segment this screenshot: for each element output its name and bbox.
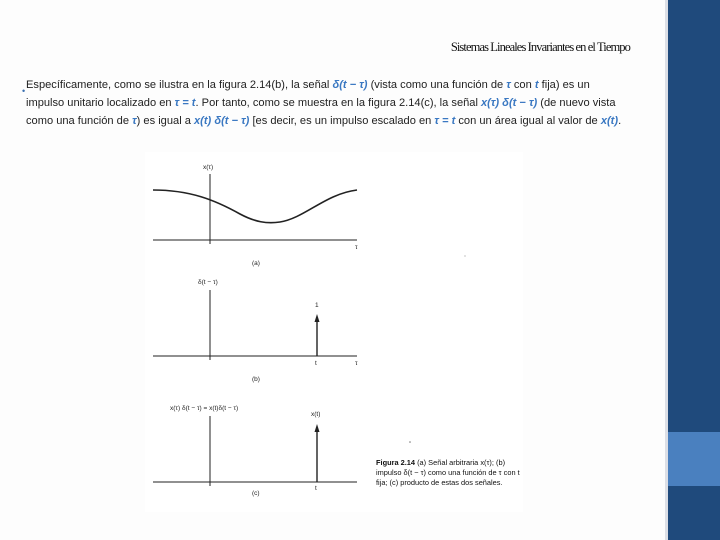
speck-mark bbox=[464, 255, 465, 256]
text-segment: Específicamente, como se ilustra en la figura 2.14(b), la señal bbox=[26, 79, 333, 91]
text-segment: . Por tanto, como se muestra en la figura 2.14(c), la señal bbox=[195, 97, 481, 109]
math-expression: τ = t bbox=[174, 97, 196, 109]
math-expression: τ bbox=[132, 115, 137, 127]
panel-c bbox=[153, 416, 357, 486]
bullet-icon: • bbox=[22, 86, 26, 96]
speck-mark bbox=[409, 441, 411, 443]
panel-a-x-label: τ bbox=[355, 244, 358, 251]
side-bar-bottom bbox=[668, 486, 720, 540]
math-expression: t bbox=[534, 79, 539, 91]
panel-b bbox=[153, 290, 357, 360]
text-segment: ) es igual a bbox=[136, 115, 194, 127]
panel-c-impulse-arrow bbox=[315, 424, 320, 432]
text-segment: [es decir, es un impulso escalado en bbox=[249, 115, 435, 127]
panel-a-tag: (a) bbox=[252, 260, 260, 267]
text-segment: . bbox=[618, 115, 622, 127]
panel-b-tag: (b) bbox=[252, 376, 260, 383]
figure-number: Figura 2.14 bbox=[376, 458, 416, 467]
panel-a-signal-curve bbox=[153, 190, 357, 223]
math-expression: x(τ) δ(t − τ) bbox=[481, 97, 538, 109]
text-segment: con bbox=[510, 79, 535, 91]
math-expression: τ bbox=[506, 79, 511, 91]
panel-b-x-label: τ bbox=[355, 360, 358, 367]
panel-c-y-label: x(τ) δ(t − τ) = x(t)δ(t − τ) bbox=[170, 405, 239, 412]
panel-a bbox=[153, 174, 357, 244]
panel-c-t-label: t bbox=[315, 485, 317, 492]
figure-caption bbox=[376, 458, 521, 489]
math-expression: x(t) δ(t − τ) bbox=[194, 115, 250, 127]
side-bar-top bbox=[668, 0, 720, 432]
math-expression: δ(t − τ) bbox=[332, 79, 368, 91]
text-segment: (vista como una función de bbox=[367, 79, 507, 91]
math-expression: τ = t bbox=[434, 115, 456, 127]
panel-b-t-label: t bbox=[315, 360, 317, 367]
panel-b-impulse-arrow bbox=[315, 314, 320, 322]
figure-2-14 bbox=[145, 152, 523, 512]
panel-b-impulse-label: 1 bbox=[315, 302, 319, 309]
side-bar-accent bbox=[668, 432, 720, 486]
text-segment: con un área igual al valor de bbox=[455, 115, 601, 127]
text-segment: (de nuevo vista como una función de bbox=[26, 97, 616, 127]
slide-title: Sistemas Lineales Invariantes en el Tiempo bbox=[450, 40, 630, 54]
text-segment: fija) es un impulso unitario localizado en bbox=[26, 79, 590, 109]
caption-text: (a) Señal arbitraria x(τ); (b) impulso δ(t − τ) como una función de τ con t fija; (c) producto de estas dos señales. bbox=[376, 458, 520, 488]
panel-c-tag: (c) bbox=[252, 490, 260, 497]
panel-c-impulse-label: x(t) bbox=[311, 411, 321, 418]
panel-b-y-label: δ(t − τ) bbox=[198, 279, 218, 286]
math-expression: x(t) bbox=[600, 115, 619, 127]
body-paragraph bbox=[26, 76, 631, 130]
panel-a-y-label: x(τ) bbox=[203, 164, 214, 171]
